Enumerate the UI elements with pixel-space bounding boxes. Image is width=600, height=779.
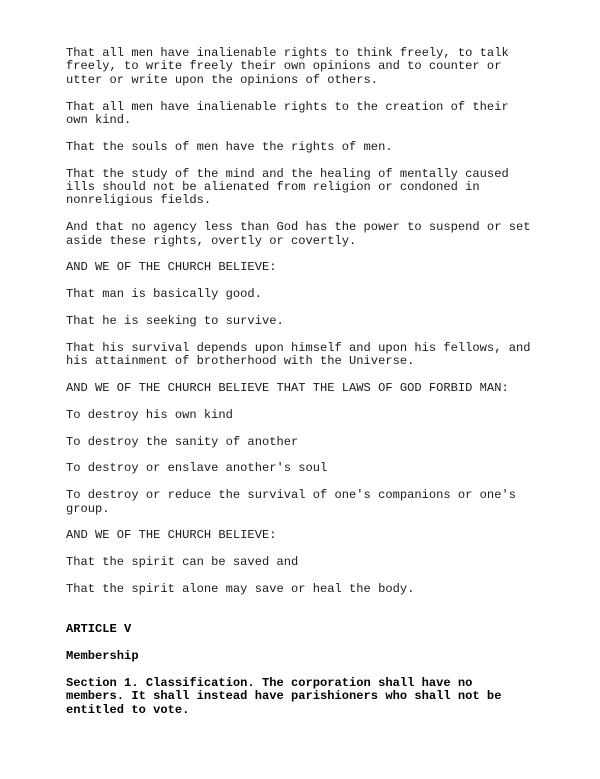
paragraph-survival-depends: That his survival depends upon himself and upon his fellows, and his attainment of brotherhood with the Universe.	[66, 340, 531, 369]
paragraph-man-good: That man is basically good.	[66, 287, 262, 302]
list-item-enslave-soul: To destroy or enslave another's soul	[66, 461, 328, 476]
paragraph-no-agency: And that no agency less than God has the power to suspend or set aside these rights, overtly or covertly.	[66, 220, 531, 248]
document-page	[66, 47, 546, 731]
heading-church-believe-1: AND WE OF THE CHURCH BELIEVE:	[66, 260, 277, 275]
article-heading: ARTICLE V	[66, 622, 132, 637]
section-classification: Section 1. Classification. The corporation shall have no members. It shall instead have parishioners who shall not be entitled to vote.	[66, 676, 502, 717]
paragraph-spirit-heal: That the spirit alone may save or heal the body.	[66, 582, 415, 596]
paragraph-rights-to-think: That all men have inalienable rights to think freely, to talk freely, to write freely their own opinions and to counter or utter or write upon the opinions of others.	[66, 46, 509, 87]
list-item-reduce-survival: To destroy or reduce the survival of one's companions or one's group.	[66, 488, 516, 516]
paragraph-seeking-survive: That he is seeking to survive.	[66, 314, 284, 329]
paragraph-study-of-mind: That the study of the mind and the healing of mentally caused ills should not be alienated from religion or condoned in nonreligious fields.	[66, 166, 509, 208]
paragraph-rights-to-creation: That all men have inalienable rights to the creation of their own kind.	[66, 99, 509, 128]
article-subheading: Membership	[66, 649, 139, 664]
heading-laws-of-god: AND WE OF THE CHURCH BELIEVE THAT THE LAWS OF GOD FORBID MAN:	[66, 381, 509, 396]
paragraph-spirit-saved: That the spirit can be saved and	[66, 555, 299, 570]
paragraph-souls-of-men: That the souls of men have the rights of men.	[66, 139, 393, 154]
list-item-destroy-sanity: To destroy the sanity of another	[66, 434, 299, 449]
list-item-destroy-kind: To destroy his own kind	[66, 407, 233, 422]
heading-church-believe-2: AND WE OF THE CHURCH BELIEVE:	[66, 528, 277, 543]
